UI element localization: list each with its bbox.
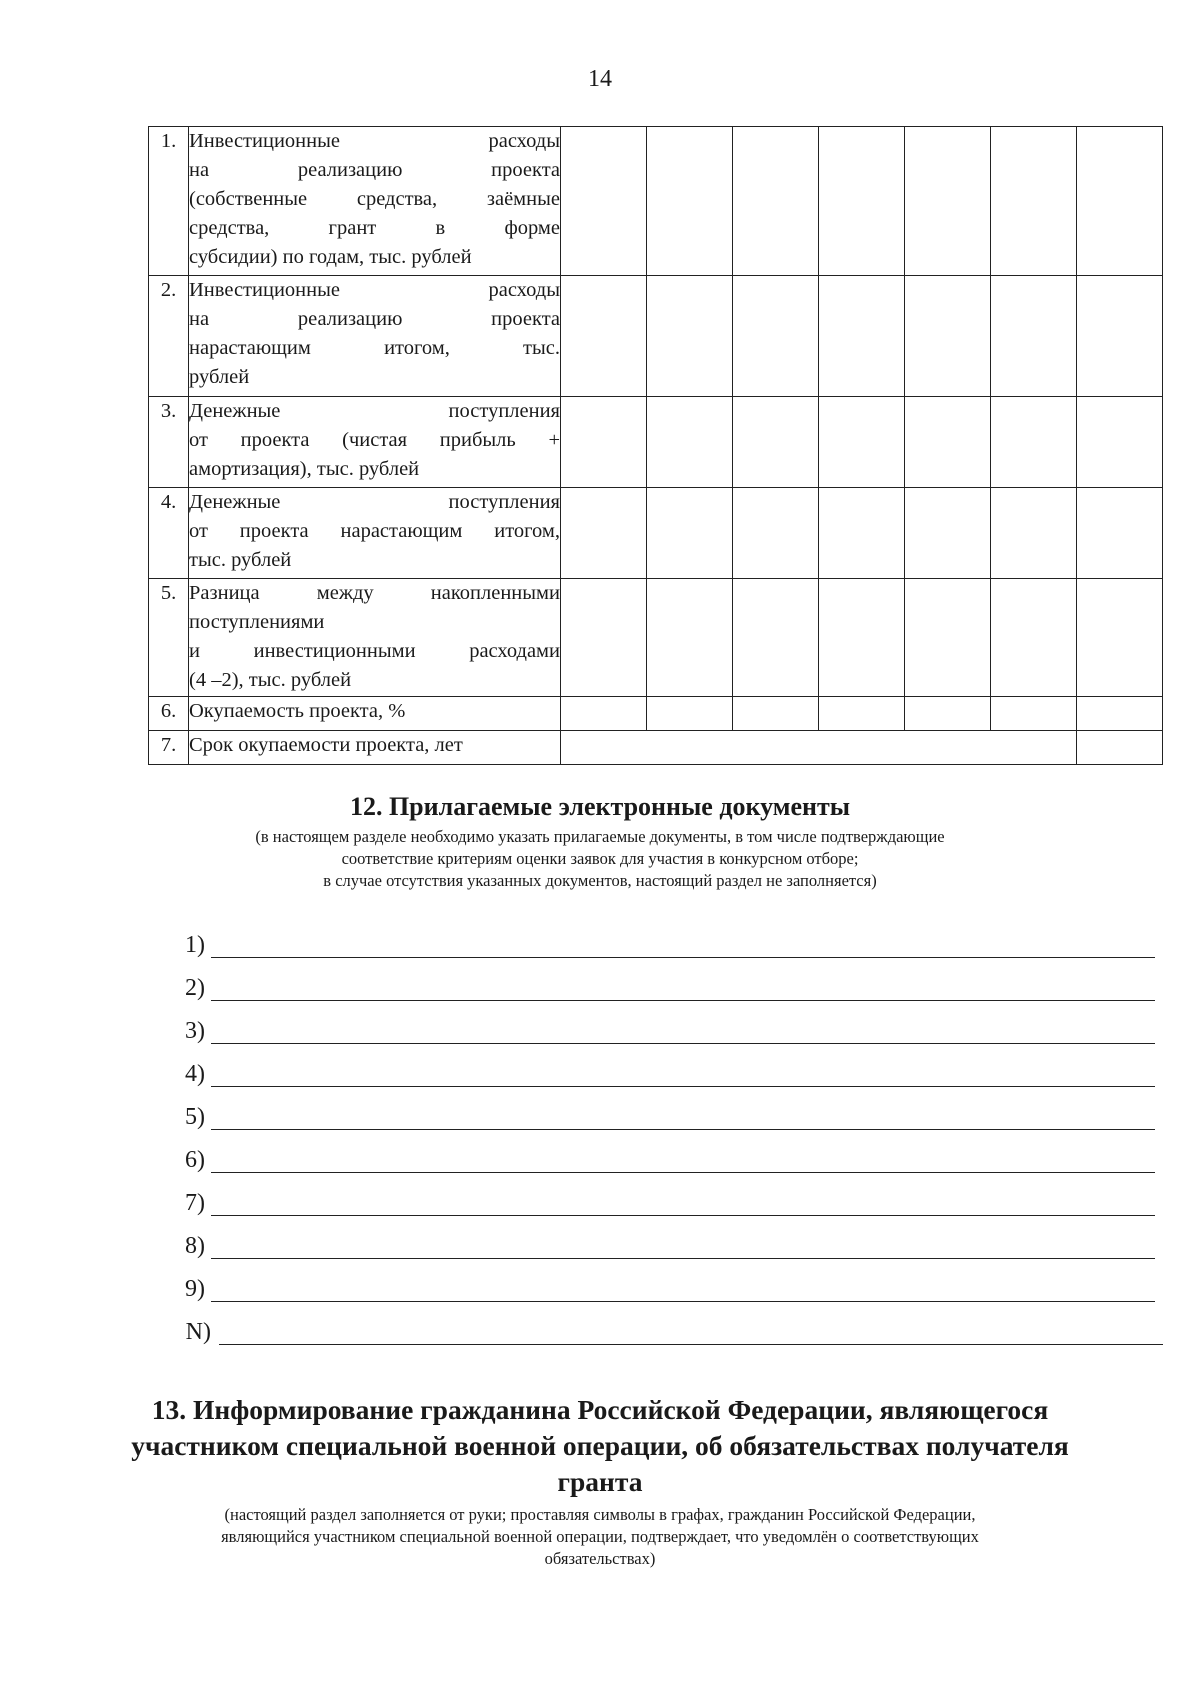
- section-12-note: [0, 826, 1200, 892]
- row-number: 5.: [149, 579, 189, 697]
- value-cell[interactable]: [1077, 731, 1163, 765]
- table-row: [149, 488, 1163, 579]
- table-row: [149, 579, 1163, 697]
- row-number: 7.: [149, 731, 189, 765]
- label-line: тыс. рублей: [189, 549, 292, 571]
- value-cell[interactable]: [991, 127, 1077, 276]
- value-cell[interactable]: [819, 697, 905, 731]
- document-entry-number: 2): [185, 975, 205, 1001]
- value-cell[interactable]: [733, 579, 819, 697]
- value-cell[interactable]: [905, 579, 991, 697]
- label-line: поступлениями: [189, 611, 325, 633]
- document-entry-line[interactable]: [211, 1086, 1155, 1087]
- document-entry-line[interactable]: [211, 957, 1155, 958]
- page-number: 14: [588, 66, 612, 92]
- document-entry-line[interactable]: [211, 1172, 1155, 1173]
- value-cell[interactable]: [647, 488, 733, 579]
- table-body: [149, 127, 1163, 765]
- document-entry-line[interactable]: [211, 1043, 1155, 1044]
- row-number: 4.: [149, 488, 189, 579]
- label-line: на реализацию проекта: [189, 159, 560, 181]
- row-label: [189, 488, 561, 579]
- document-entry-number: 6): [185, 1147, 205, 1173]
- label-line: (4 –2), тыс. рублей: [189, 669, 352, 691]
- document-entry-number: 4): [185, 1061, 205, 1087]
- value-cell[interactable]: [561, 488, 647, 579]
- document-entry: [175, 1100, 1155, 1143]
- row-number: 3.: [149, 397, 189, 488]
- document-entry-line[interactable]: [219, 1344, 1163, 1345]
- document-entry-number: 8): [185, 1233, 205, 1259]
- table-row: [149, 731, 1163, 765]
- note-line: обязательствах): [544, 1549, 656, 1568]
- label-line: от проекта нарастающим итогом,: [189, 520, 560, 542]
- document-entry-line[interactable]: [211, 1258, 1155, 1259]
- value-cell[interactable]: [991, 276, 1077, 397]
- label-line: от проекта (чистая прибыль +: [189, 429, 560, 451]
- attached-documents-list: [175, 928, 1155, 1358]
- value-cell[interactable]: [905, 127, 991, 276]
- value-cell[interactable]: [905, 397, 991, 488]
- label-line: субсидии) по годам, тыс. рублей: [189, 246, 472, 268]
- document-entry: [175, 1272, 1155, 1315]
- note-line: (в настоящем разделе необходимо указать прилагаемые документы, в том числе подтверждающие: [255, 827, 945, 846]
- section-12-title: 12. Прилагаемые электронные документы: [349, 792, 851, 821]
- section-13-note: [0, 1504, 1200, 1570]
- row-label: [189, 397, 561, 488]
- value-cell[interactable]: [647, 579, 733, 697]
- document-entry: [175, 1143, 1155, 1186]
- table-row: [149, 697, 1163, 731]
- value-cell[interactable]: [561, 579, 647, 697]
- value-cell[interactable]: [647, 697, 733, 731]
- section-12: [0, 790, 1200, 892]
- label-line: амортизация), тыс. рублей: [189, 458, 420, 480]
- value-cell[interactable]: [1077, 276, 1163, 397]
- value-cell[interactable]: [561, 127, 647, 276]
- title-line: участником специальной военной операции, об обязательствах получателя: [131, 1430, 1069, 1461]
- label-line: Денежные поступления: [189, 400, 560, 422]
- value-cell[interactable]: [733, 276, 819, 397]
- document-entry-line[interactable]: [211, 1129, 1155, 1130]
- label-line: на реализацию проекта: [189, 308, 560, 330]
- value-cell[interactable]: [905, 488, 991, 579]
- row-number: 2.: [149, 276, 189, 397]
- value-cell[interactable]: [819, 579, 905, 697]
- section-13: [0, 1392, 1200, 1570]
- value-cell[interactable]: [905, 697, 991, 731]
- financial-indicators-table: [148, 126, 1163, 765]
- row-label: [189, 697, 561, 731]
- document-entry-number: 1): [185, 932, 205, 958]
- value-cell[interactable]: [991, 697, 1077, 731]
- value-cell[interactable]: [561, 397, 647, 488]
- value-cell[interactable]: [1077, 697, 1163, 731]
- label-line: Инвестиционные расходы: [189, 279, 560, 301]
- value-cell[interactable]: [819, 127, 905, 276]
- value-cell[interactable]: [733, 488, 819, 579]
- document-entry-number: 9): [185, 1276, 205, 1302]
- note-line: в случае отсутствия указанных документов, настоящий раздел не заполняется): [323, 871, 877, 890]
- table-row: [149, 276, 1163, 397]
- value-cell[interactable]: [733, 697, 819, 731]
- row-label: [189, 579, 561, 697]
- document-entry-number: 7): [185, 1190, 205, 1216]
- title-line: гранта: [557, 1466, 643, 1497]
- label-line: Денежные поступления: [189, 491, 560, 513]
- label-line: нарастающим итогом, тыс.: [189, 337, 560, 359]
- value-cell[interactable]: [991, 488, 1077, 579]
- title-line: 13. Информирование гражданина Российской Федерации, являющегося: [151, 1394, 1049, 1425]
- label-line: средства, грант в форме: [189, 217, 560, 239]
- value-cell[interactable]: [733, 127, 819, 276]
- document-entry: [175, 971, 1155, 1014]
- value-cell[interactable]: [1077, 579, 1163, 697]
- label-line: Разница между накопленными: [189, 582, 560, 604]
- value-cell[interactable]: [733, 397, 819, 488]
- section-13-title: [0, 1392, 1200, 1500]
- label-line: (собственные средства, заёмные: [189, 188, 560, 210]
- value-cell[interactable]: [991, 579, 1077, 697]
- label-line: и инвестиционными расходами: [189, 640, 560, 662]
- document-entry-number: 3): [185, 1018, 205, 1044]
- value-cell[interactable]: [819, 397, 905, 488]
- document-entry-line[interactable]: [211, 1215, 1155, 1216]
- document-entry: [175, 1014, 1155, 1057]
- value-cell[interactable]: [819, 488, 905, 579]
- row-number: 6.: [149, 697, 189, 731]
- value-cell[interactable]: [561, 731, 1077, 765]
- document-entry: [175, 1057, 1155, 1100]
- label-line: рублей: [189, 366, 250, 388]
- value-cell[interactable]: [561, 697, 647, 731]
- note-line: являющийся участником специальной военной операции, подтверждает, что уведомлён о соответствующих: [221, 1527, 979, 1546]
- value-cell[interactable]: [819, 276, 905, 397]
- label-line: Срок окупаемости проекта, лет: [189, 734, 463, 756]
- document-entry-line[interactable]: [211, 1000, 1155, 1001]
- label-line: Окупаемость проекта, %: [189, 700, 406, 722]
- value-cell[interactable]: [1077, 127, 1163, 276]
- note-line: (настоящий раздел заполняется от руки; проставляя символы в графах, гражданин Российской Федерации,: [224, 1505, 976, 1524]
- document-entry: [175, 928, 1155, 971]
- row-label: [189, 276, 561, 397]
- row-number: 1.: [149, 127, 189, 276]
- document-entry-line[interactable]: [211, 1301, 1155, 1302]
- document-entry: [175, 1229, 1155, 1272]
- document-entry: [175, 1315, 1155, 1358]
- row-label: [189, 731, 561, 765]
- value-cell[interactable]: [647, 127, 733, 276]
- value-cell[interactable]: [647, 397, 733, 488]
- value-cell[interactable]: [1077, 488, 1163, 579]
- table-row: [149, 397, 1163, 488]
- row-label: [189, 127, 561, 276]
- table-row: [149, 127, 1163, 276]
- note-line: соответствие критериям оценки заявок для участия в конкурсном отборе;: [341, 849, 859, 868]
- document-entry-number: N): [185, 1319, 211, 1345]
- document-entry: [175, 1186, 1155, 1229]
- document-entry-number: 5): [185, 1104, 205, 1130]
- label-line: Инвестиционные расходы: [189, 130, 560, 152]
- value-cell[interactable]: [647, 276, 733, 397]
- value-cell[interactable]: [1077, 397, 1163, 488]
- value-cell[interactable]: [905, 276, 991, 397]
- value-cell[interactable]: [561, 276, 647, 397]
- value-cell[interactable]: [991, 397, 1077, 488]
